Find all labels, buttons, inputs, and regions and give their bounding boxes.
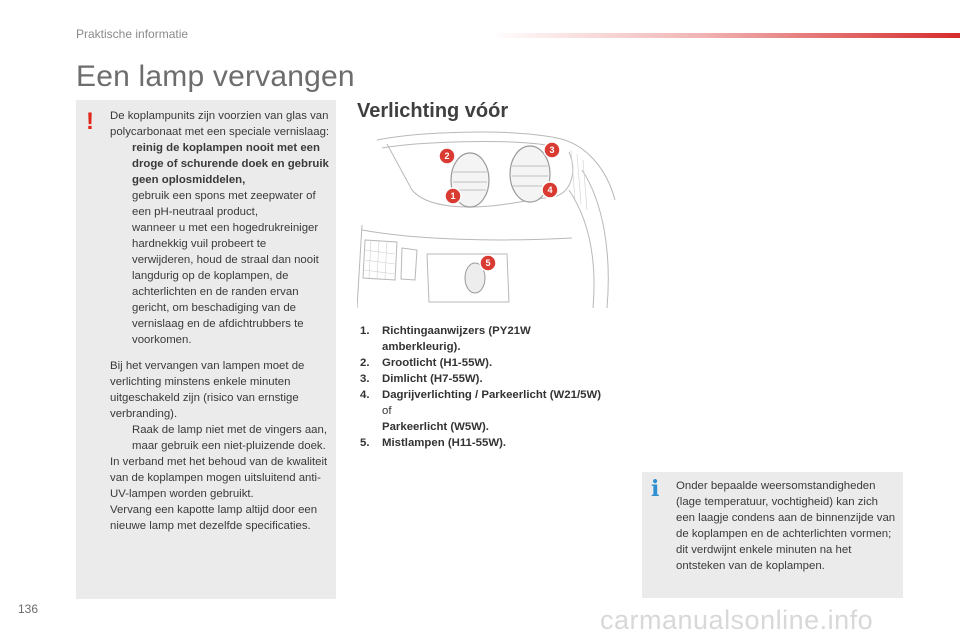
watermark: carmanualsonline.info: [600, 605, 874, 635]
section-title: Verlichting vóór: [357, 100, 509, 122]
warning-bullet-text: wanneer u met een hogedrukreiniger hardnekkig vuil probeert te verwijderen, houd de straal dan nooit langdurig op de koplampen, de achterlichten en de randen ervan gericht, om beschadiging van de vernislaag en de afdichtrubbers te voorkomen.: [132, 222, 319, 346]
warning-bullet: [110, 220, 330, 348]
svg-text:2: 2: [444, 151, 450, 161]
legend-number: 2.: [360, 357, 370, 369]
callout-3: [544, 142, 560, 158]
legend-item: [360, 323, 610, 355]
svg-text:5: 5: [485, 258, 491, 268]
legend-item: [360, 355, 610, 371]
svg-text:4: 4: [547, 185, 553, 195]
svg-text:1: 1: [450, 191, 456, 201]
warning-box: [76, 100, 336, 599]
warning-bullet: [110, 188, 330, 220]
legend-label: Grootlicht (H1-55W).: [382, 357, 493, 369]
legend-or: of: [382, 405, 392, 417]
legend-label: Richtingaanwijzers (PY21W amberkleurig).: [382, 325, 531, 353]
legend-item: [360, 387, 610, 435]
warning-bullet-text: Raak de lamp niet met de vingers aan, maar gebruik een niet-pluizende doek.: [132, 424, 328, 452]
warning-bullet: [110, 422, 330, 454]
legend-label: Dimlicht (H7-55W).: [382, 373, 483, 385]
warning-intro: De koplampunits zijn voorzien van glas van polycarbonaat met een speciale vernislaag:: [110, 110, 330, 138]
warning-bullet-text: gebruik een spons met zeepwater of een pH-neutraal product,: [132, 190, 316, 218]
exclamation-icon: !: [86, 108, 94, 135]
legend-label-alt: Parkeerlicht (W5W).: [382, 421, 489, 433]
callout-2: [439, 148, 455, 164]
legend-label: Mistlampen (H11-55W).: [382, 437, 507, 449]
callout-5: [480, 255, 496, 271]
legend-number: 5.: [360, 437, 370, 449]
legend-number: 4.: [360, 389, 370, 401]
page-number: 136: [18, 602, 39, 616]
info-box: [642, 472, 903, 598]
legend-item: [360, 371, 610, 387]
section-header: Praktische informatie: [76, 27, 189, 41]
legend-number: 1.: [360, 325, 370, 337]
warning-bullet-list: [110, 140, 330, 348]
header-accent-bar: [490, 33, 960, 38]
svg-text:3: 3: [549, 145, 555, 155]
warning-paragraph: In verband met het behoud van de kwaliteit van de koplampen mogen uitsluitend anti-UV-lampen worden gebruikt.: [110, 456, 328, 500]
warning-bullet-text: reinig de koplampen nooit met een droge of schurende doek en gebruik geen oplosmiddelen,: [132, 142, 329, 186]
warning-paragraph: Vervang een kapotte lamp altijd door een nieuwe lamp met dezelfde specificaties.: [110, 504, 318, 532]
callout-1: [445, 188, 461, 204]
page-title: Een lamp vervangen: [76, 60, 355, 93]
legend-label: Dagrijverlichting / Parkeerlicht (W21/5W): [382, 389, 602, 401]
headlamp-diagram: [357, 130, 617, 308]
callout-4: [542, 182, 558, 198]
legend-item: [360, 435, 610, 451]
warning-text: [110, 108, 330, 534]
legend-number: 3.: [360, 373, 370, 385]
info-text: Onder bepaalde weersomstandigheden (lage temperatuur, vochtigheid) kan zich een laagje condens aan de binnenzijde van de koplampen en de achterlichten vormen; dit verdwijnt enkele minuten na het ontsteken van de koplampen.: [676, 480, 896, 572]
warning-paragraph: Bij het vervangen van lampen moet de verlichting minstens enkele minuten uitgeschakeld zijn (risico van ernstige verbranding).: [110, 360, 305, 420]
lamp-legend-list: [360, 323, 610, 451]
info-icon: i: [651, 476, 660, 502]
warning-bullet: [110, 140, 330, 188]
